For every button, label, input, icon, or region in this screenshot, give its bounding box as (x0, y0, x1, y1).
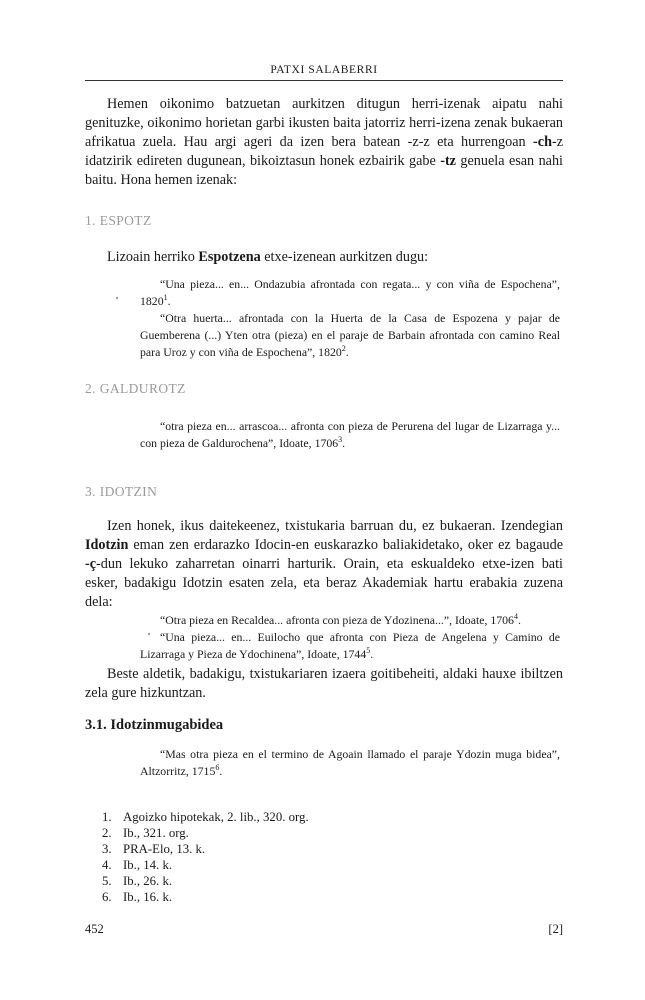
quote-idotzin-2: “Una pieza... en... Euilocho que afronta con Pieza de Angelena y Camino de Lizarraga y Pieza de Ydochinena”, Idoate, 1744$^5$. (140, 630, 560, 661)
page-number: 452 (85, 922, 104, 936)
print-speck (116, 297, 118, 299)
galdurotz-quotes (140, 418, 560, 452)
footnote-1: 1. Agoizko hipotekak, 2. lib., 320. org. (102, 810, 309, 824)
section-heading-idotzin: 3. IDOTZIN (85, 484, 158, 499)
footnote-2: 2. Ib., 321. org. (102, 826, 189, 840)
idotzin-paragraph: Izen honek, ikus daitekeenez, txistukaria barruan du, ez bukaeran. Izendegian Idotzin eman zen erdarazko Idocin-en euskarazko baliakidetako, oker ez bagaude -ç-dun lekuko zaharretan oinarri harturik. Orain, eta eskualdeko etxe-izen bati esker, badakigu Idotzin esaten zela, eta beraz Akademiak hartu erabakia zuzena dela: (85, 518, 563, 610)
quote-espotz-1: “Una pieza... en... Ondazubia afrontada con regata... y con viña de Espochena”, 1820$^1$. (140, 277, 560, 308)
print-speck (148, 633, 150, 635)
bracket-page-number: [2] (548, 922, 563, 936)
espotz-quotes (140, 276, 560, 361)
running-head: PATXI SALABERRI (270, 64, 378, 76)
section-heading-espotz: 1. ESPOTZ (85, 213, 152, 228)
quote-galdurotz-1: “otra pieza en... arrascoa... afronta con pieza de Perurena del lugar de Lizarraga y... con pieza de Galdurochena”, Idoate, 1706$^3$. (140, 419, 560, 450)
idotzin-paragraph-2: Beste aldetik, badakigu, txistukariaren izaera goitibeheiti, aldaki hauxe ibiltzen zela gure hizkuntzan. (85, 666, 563, 701)
footnote-6: 6. Ib., 16. k. (102, 890, 173, 904)
header-rule (85, 80, 563, 81)
section-heading-galdurotz: 2. GALDUROTZ (85, 381, 186, 396)
quote-idotzin-1: “Otra pieza en Recaldea... afronta con pieza de Ydozinena...”, Idoate, 1706$^4$. (160, 612, 521, 627)
footnote-5: 5. Ib., 26. k. (102, 874, 173, 888)
espotz-lead: Lizoain herriko Espotzena etxe-izenean aurkitzen dugu: (107, 249, 429, 265)
quote-espotz-2: “Otra huerta... afrontada con la Huerta de la Casa de Espozena y pajar de Guemberena (...) Yten otra (pieza) en el paraje de Barbain afrontada con camino Real para Uroz y con viña de Espochena”, 1820$^2$. (140, 311, 560, 359)
idotzin-quotes (140, 612, 560, 663)
footnote-3: 3. PRA-Elo, 13. k. (102, 842, 206, 856)
footnote-4: 4. Ib., 14. k. (102, 858, 173, 872)
intro-paragraph: Hemen oikonimo batzuetan aurkitzen ditugun herri-izenak aipatu nahi genituzke, oikonimo horietan garbi ikusten baita jatorriz herri-izena zenak bukaeran afrikatua zuela. Hau argi ageri da izen bera batean -z-z eta hurrengoan -ch-z idatzirik edireten dugunean, bikoiztasun honek ezbairik gabe -tz genuela esan nahi baitu. Hona hemen izenak: (85, 96, 564, 188)
subsection-heading-idotzinmugabidea: 3.1. Idotzinmugabidea (85, 717, 224, 733)
idotzinmugabidea-quotes (140, 746, 560, 780)
quote-idotzinmugabidea-1: “Mas otra pieza en el termino de Agoain llamado el paraje Ydozin muga bidea”, Altzorritz, 1715$^6$. (140, 747, 560, 778)
footnotes-list (102, 809, 309, 905)
